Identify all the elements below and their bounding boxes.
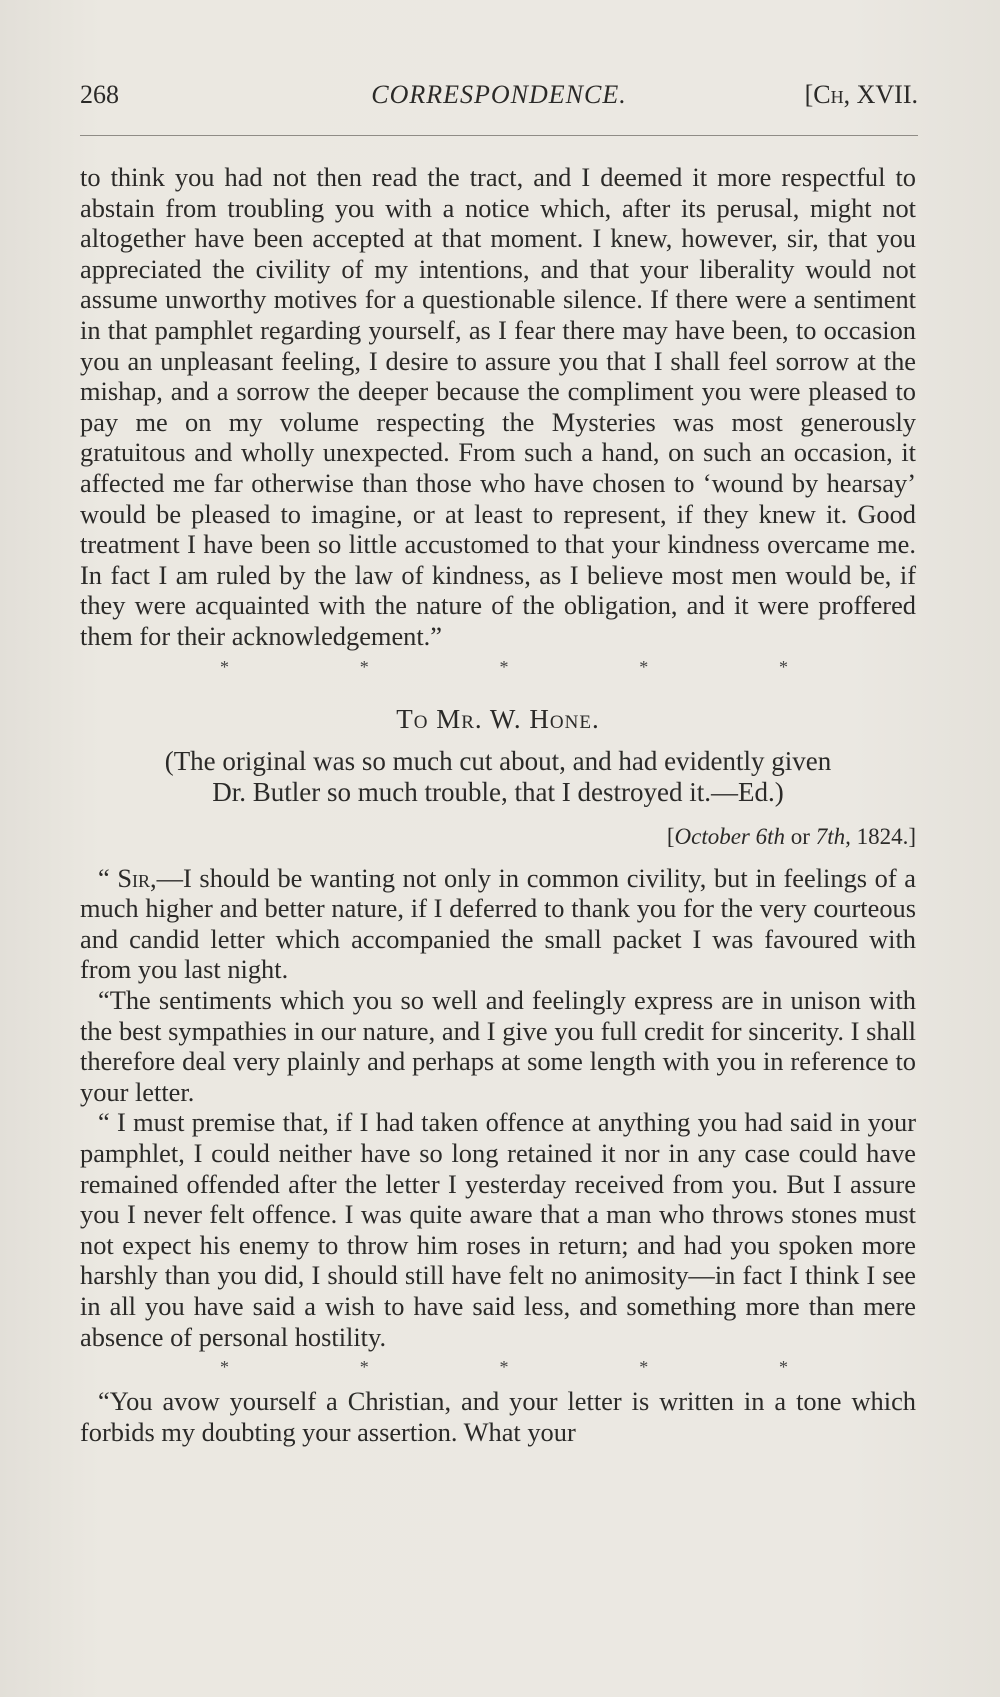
letter-paragraph: “The sentiments which you so well and feelingly express are in unison with the best sympathies in our nature, and I give you full credit for sincerity. I shall therefore deal very plainly and perhaps at some length with you in reference to your letter. <box>80 985 916 1107</box>
star-glyph: * <box>359 1357 369 1378</box>
star-glyph: * <box>220 1357 229 1378</box>
chapter-label: [Ch, XVII. <box>804 80 918 109</box>
star-glyph: * <box>359 656 369 677</box>
date-year: 1824.] <box>850 824 916 850</box>
star-glyph: * <box>220 656 229 677</box>
star-glyph: * <box>499 656 509 677</box>
date-or: or <box>785 824 816 850</box>
star-glyph: * <box>499 1357 509 1378</box>
section-break-stars <box>80 1352 916 1382</box>
page-number: 268 <box>80 80 119 109</box>
star-glyph: * <box>639 1357 649 1378</box>
page-body <box>80 162 916 1447</box>
letter-paragraph: “You avow yourself a Christian, and your letter is written in a tone which forbids my doubting your assertion. What your <box>80 1386 916 1447</box>
running-title: CORRESPONDENCE. <box>371 80 627 109</box>
date-second: 7th, <box>815 824 851 850</box>
editorial-note <box>80 746 916 808</box>
star-glyph: * <box>639 656 649 677</box>
letter-heading: To Mr. W. Hone. <box>396 703 600 734</box>
star-glyph: * <box>779 1357 788 1378</box>
editorial-note-line: Dr. Butler so much trouble, that I destroyed it.—Ed.) <box>212 777 784 808</box>
date-bracket: [ <box>666 824 675 850</box>
paragraph-continuation: to think you had not then read the tract, and I deemed it more respectful to abstain from troubling you with a notice which, after its perusal, might not altogether have been accepted at that moment. I knew, however, sir, that you appreciated the civility of my intentions, and that your liberality would not assume unworthy motives for a questionable silence. If there were a sentiment in that pamphlet regarding yourself, as I fear there may have been, to occasion you an unpleasant feeling, I desire to assure you that I shall feel sorrow at the mishap, and a sorrow the deeper because the compliment you were pleased to pay me on my volume respecting the Mysteries was most generously gratuitous and wholly unexpected. From such a hand, on such an occasion, it affected me far otherwise than those who have chosen to ‘wound by hearsay’ would be pleased to imagine, or at least to represent, if they knew it. Good treatment I have been so little accustomed to that your kindness overcame me. In fact I am ruled by the law of kindness, as I believe most men would be, if they were acquainted with the nature of the obligation, and it were proffered them for their acknowledgement.” <box>80 162 916 651</box>
letter-paragraph: “ I must premise that, if I had taken offence at anything you had said in your pamphlet, I could neither have so long retained it nor in any case could have remained offended after the letter I yesterday received from you. But I assure you I never felt offence. I was quite aware that a man who throws stones must not expect his enemy to throw him roses in return; and had you spoken more harshly than you did, I should still have felt no animosity—in fact I think I see in all you have said a wish to have said less, and something more than mere absence of personal hostility. <box>80 1107 916 1352</box>
letter-date <box>80 822 916 853</box>
paragraph-text: —I should be wanting not only in common civility, but in feelings of a much higher and better nature, if I deferred to thank you for the very courteous and candid letter which accompanied the small packet I was favoured with from you last night. <box>80 862 916 985</box>
letter-paragraph <box>80 863 916 985</box>
page-header <box>80 80 918 114</box>
salutation: “ Sir, <box>98 862 157 893</box>
section-break-stars <box>80 652 916 682</box>
editorial-note-line: (The original was so much cut about, and had evidently given <box>164 746 832 777</box>
header-rule <box>80 135 918 136</box>
date-first: October 6th <box>674 824 786 850</box>
star-glyph: * <box>779 656 788 677</box>
